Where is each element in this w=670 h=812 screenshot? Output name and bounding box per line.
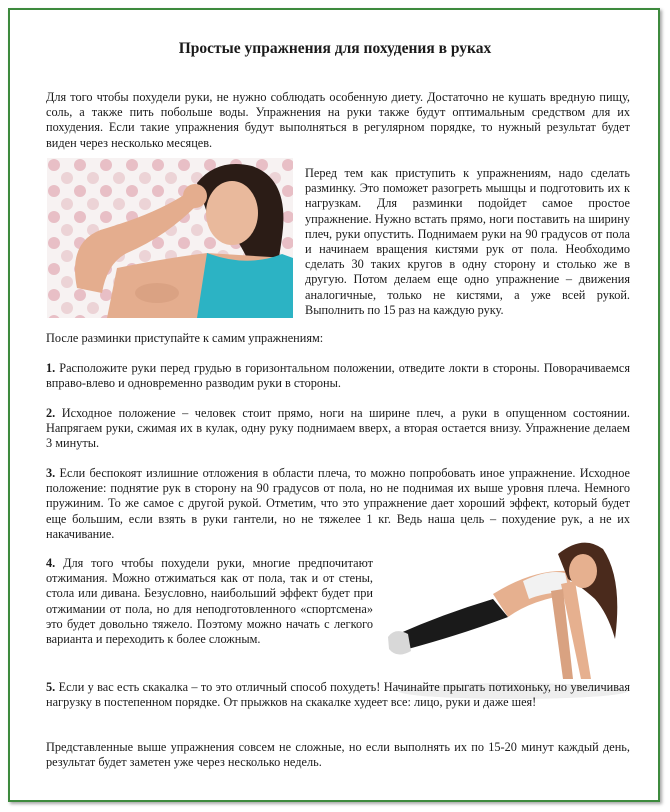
after-warmup-text: После разминки приступайте к самим упражнениям: (46, 331, 324, 345)
exercise-2-number: 2. (46, 406, 56, 420)
exercise-4-number: 4. (46, 556, 56, 570)
exercise-4-text: Для того чтобы похудели руки, многие предпочитают отжимания. Можно отжиматься как от пола, так и от стены, стола или дивана. Безусловно, наибольший эффект будет при отжимании от пола, но для неподготовленного «спортсмена» это будет довольно тяжело. Поэтому можно начать с легкого варианта и переходить к более сложным. (46, 556, 373, 647)
exercise-3-text: Если беспокоят излишние отложения в области плеча, то можно попробовать иное упражнение. Исходное положение: поднятие рук в сторону на 90 градусов от пола, но не поднимая их выше уровня плеча. Немного пружиним. То же самое с другой рукой. Отметим, что это упражнение дает хороший эффект, который будет еще большим, если взять в руки гантели, но не тяжелее 1 кг. Ведь наша цель – похудение рук, а не их накачивание. (46, 466, 630, 541)
article-title: Простые упражнения для похудения в руках (178, 40, 492, 57)
exercise-4 (46, 556, 373, 647)
exercise-5 (46, 680, 630, 710)
exercise-1 (46, 361, 630, 391)
exercise-3-number: 3. (46, 466, 56, 480)
exercise-1-text: Расположите руки перед грудью в горизонтальном положении, отведите локти в стороны. Поворачиваемся вправо-влево и одновременно разводим руки в стороны. (46, 361, 630, 391)
woman-flexing-arm-photo (47, 158, 293, 318)
conclusion-paragraph: Представленные выше упражнения совсем не сложные, но если выполнять их по 15-20 минут каждый день, результат будет заметен уже через несколько недель. (46, 740, 630, 770)
warmup-paragraph: Перед тем как приступить к упражнениям, надо сделать разминку. Это поможет разогреть мышцы и подготовить их к нагрузкам. Для разминки подойдет самое простое упражнение. Нужно встать прямо, ноги поставить на ширину плеч, руки опустить. Поднимаем руки на 90 градусов от пола и начинаем вращения кистями рук от пола. Необходимо сделать 30 таких кругов в одну сторону и столько же в другую. Потом делаем еще одно упражнение – движения аналогичные, только не кистями, а уже всей рукой. Выполнить по 15 раз на каждую руку. (305, 166, 630, 317)
exercise-5-text: Если у вас есть скакалка – то это отличный способ похудеть! Начинайте прыгать потихоньку, но увеличивая нагрузку в постепенном порядке. От прыжков на скакалке худеет все: лицо, руки и даже шея! (46, 680, 630, 710)
exercise-5-number: 5. (46, 680, 56, 694)
intro-paragraph: Для того чтобы похудели руки, не нужно соблюдать особенную диету. Достаточно не кушать вредную пищу, соль, а также пить побольше воды. Упражнения на руки также будут оптимальным средством для их похудения. Если такие упражнения будут выполняться в регулярном порядке, то нужный результат будет виден через несколько месяцев. (46, 90, 630, 150)
exercise-2 (46, 406, 630, 452)
exercise-1-number: 1. (46, 361, 56, 375)
exercise-2-text: Исходное положение – человек стоит прямо, ноги на ширине плеч, а руки в опущенном состоянии. Напрягаем руки, сжимая их в кулак, одну руку поднимаем вверх, а вторая остается внизу. Упражнение делаем 3 минуты. (46, 406, 630, 451)
